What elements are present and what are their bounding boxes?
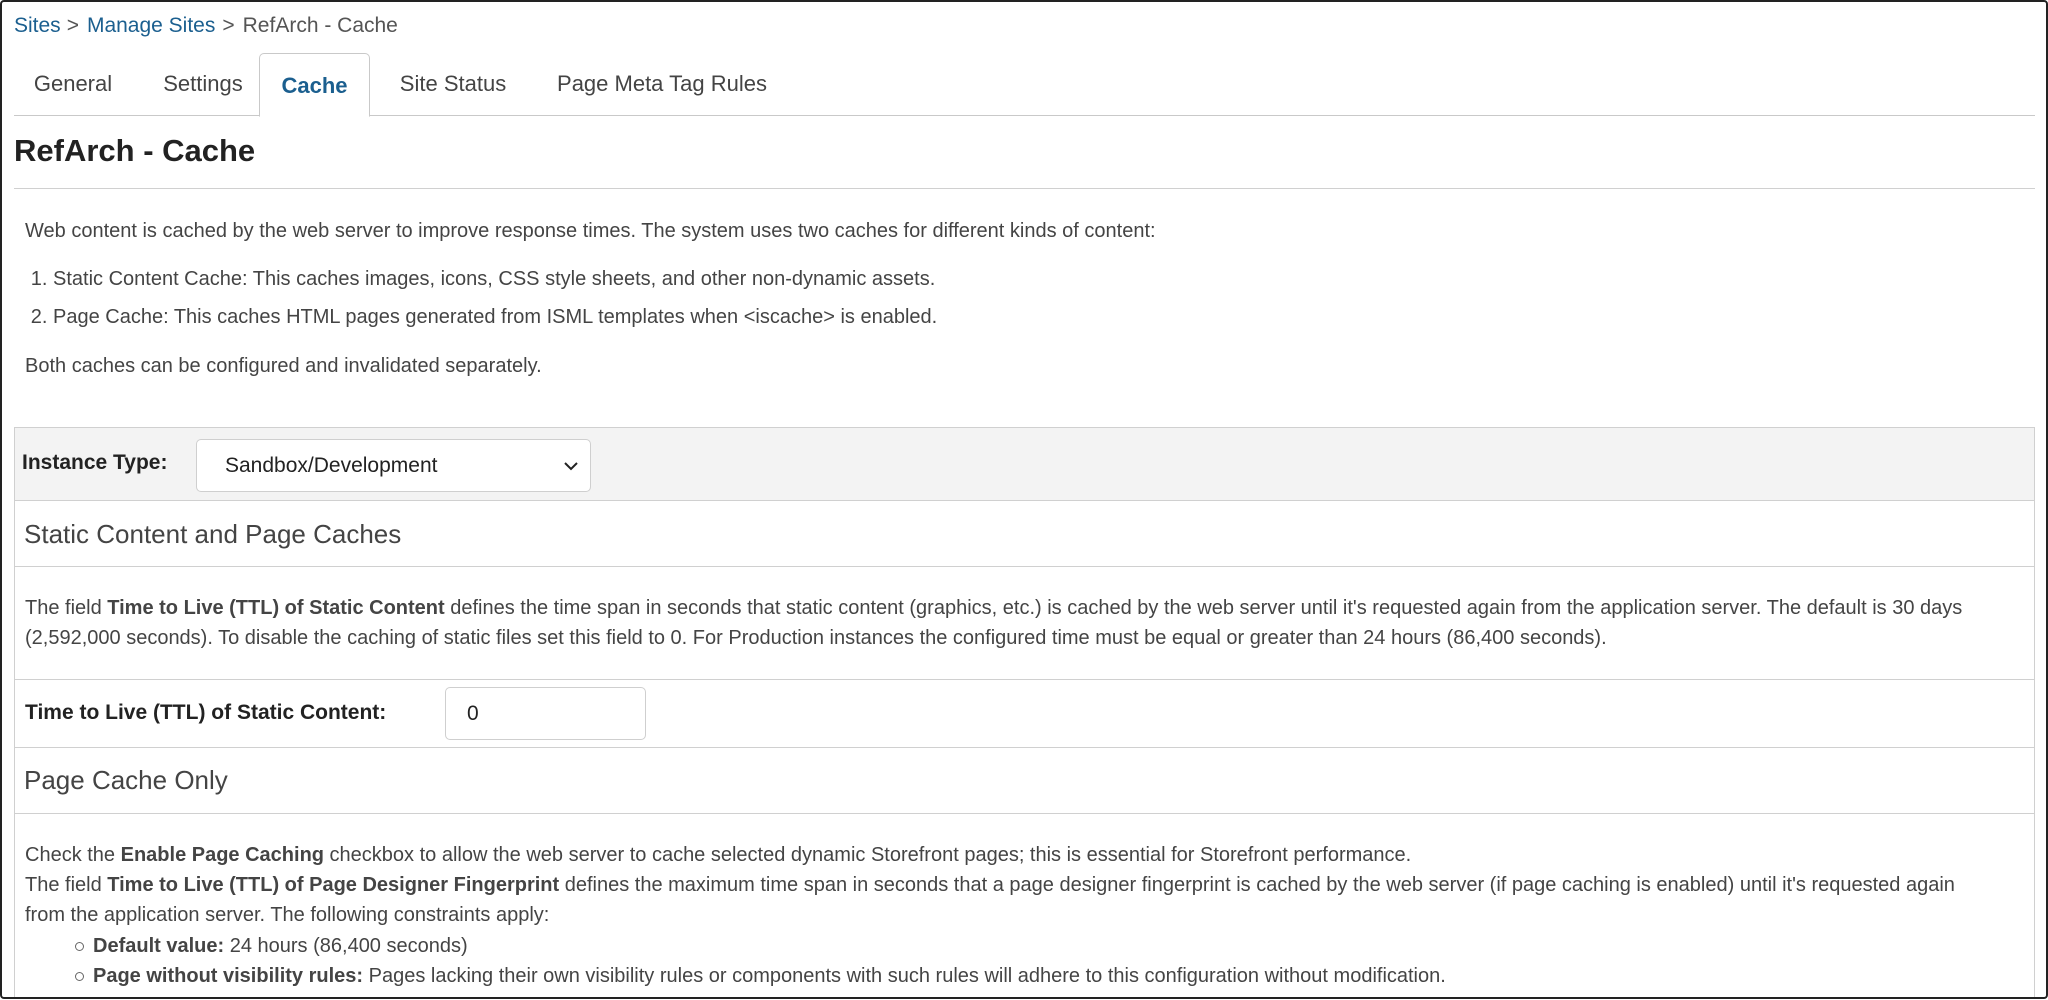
- tab-settings[interactable]: Settings: [163, 71, 243, 96]
- intro-outro: Both caches can be configured and invalidated separately.: [25, 355, 542, 377]
- page-cache-heading: Page Cache Only: [24, 765, 228, 795]
- instance-type-value: Sandbox/Development: [225, 454, 438, 477]
- static-section-header-row: [15, 501, 2034, 567]
- static-section-heading: Static Content and Page Caches: [24, 519, 402, 549]
- breadcrumb-separator: >: [222, 14, 235, 37]
- tab-bar: [14, 54, 2035, 116]
- intro-section: [25, 218, 1156, 377]
- static-ttl-row: [15, 680, 2034, 748]
- list-item: 2. Page Cache: This caches HTML pages generated from ISML templates when <iscache> is enabled.: [53, 304, 1825, 342]
- page-cache-line-2: The field Time to Live (TTL) of Page Designer Fingerprint defines the maximum time span in seconds that a page designer fingerprint is cached by the web server (if page caching is enabled) until it's requested again from the application server. The following constraints apply:: [25, 874, 1955, 926]
- instance-type-row: [15, 428, 2034, 501]
- page-title: RefArch - Cache: [14, 133, 256, 168]
- constraints-list: [75, 931, 1975, 991]
- chevron-down-icon: [562, 457, 580, 475]
- static-description: The field Time to Live (TTL) of Static Content defines the time span in seconds that static content (graphics, etc.) is cached by the web server until it's requested again from the application server. The default is 30 days (2,592,000 seconds). To disable the caching of static files set this field to 0. For Production instances the configured time must be equal or greater than 24 hours (86,400 seconds).: [25, 597, 1963, 649]
- tab-site-status[interactable]: Site Status: [399, 71, 507, 96]
- cache-settings-panel: [14, 427, 2035, 999]
- tab-page-meta-tag-rules[interactable]: Page Meta Tag Rules: [557, 71, 767, 96]
- breadcrumb-sites-link[interactable]: Sites: [14, 14, 61, 37]
- static-ttl-input[interactable]: 0: [445, 687, 646, 740]
- list-item: 1. Static Content Cache: This caches images, icons, CSS style sheets, and other non-dynamic assets.: [53, 266, 1825, 304]
- breadcrumb: [14, 14, 398, 38]
- list-item: Page without visibility rules: Pages lacking their own visibility rules or components with such rules will adhere to this configuration without modification.: [93, 961, 1975, 991]
- static-description-row: [15, 567, 2034, 680]
- page-cache-line-1: Check the Enable Page Caching checkbox to allow the web server to cache selected dynamic Storefront pages; this is essential for Storefront performance.: [25, 844, 1412, 866]
- cache-types-list: [25, 266, 1825, 342]
- static-ttl-label: Time to Live (TTL) of Static Content:: [25, 701, 387, 724]
- page-cache-header-row: [15, 748, 2034, 814]
- instance-type-select[interactable]: [196, 439, 591, 492]
- instance-type-label: Instance Type:: [22, 451, 168, 474]
- page-cache-description-row: [15, 814, 2034, 1000]
- intro-lead: Web content is cached by the web server to improve response times. The system uses two caches for different kinds of content:: [25, 220, 1156, 242]
- tab-general[interactable]: General: [33, 71, 113, 96]
- tab-cache[interactable]: Cache: [259, 53, 370, 117]
- breadcrumb-manage-sites-link[interactable]: Manage Sites: [86, 14, 216, 37]
- list-item: Default value: 24 hours (86,400 seconds): [93, 931, 1975, 961]
- title-divider: [14, 188, 2035, 189]
- breadcrumb-current: RefArch - Cache: [242, 14, 398, 37]
- breadcrumb-separator: >: [66, 14, 79, 37]
